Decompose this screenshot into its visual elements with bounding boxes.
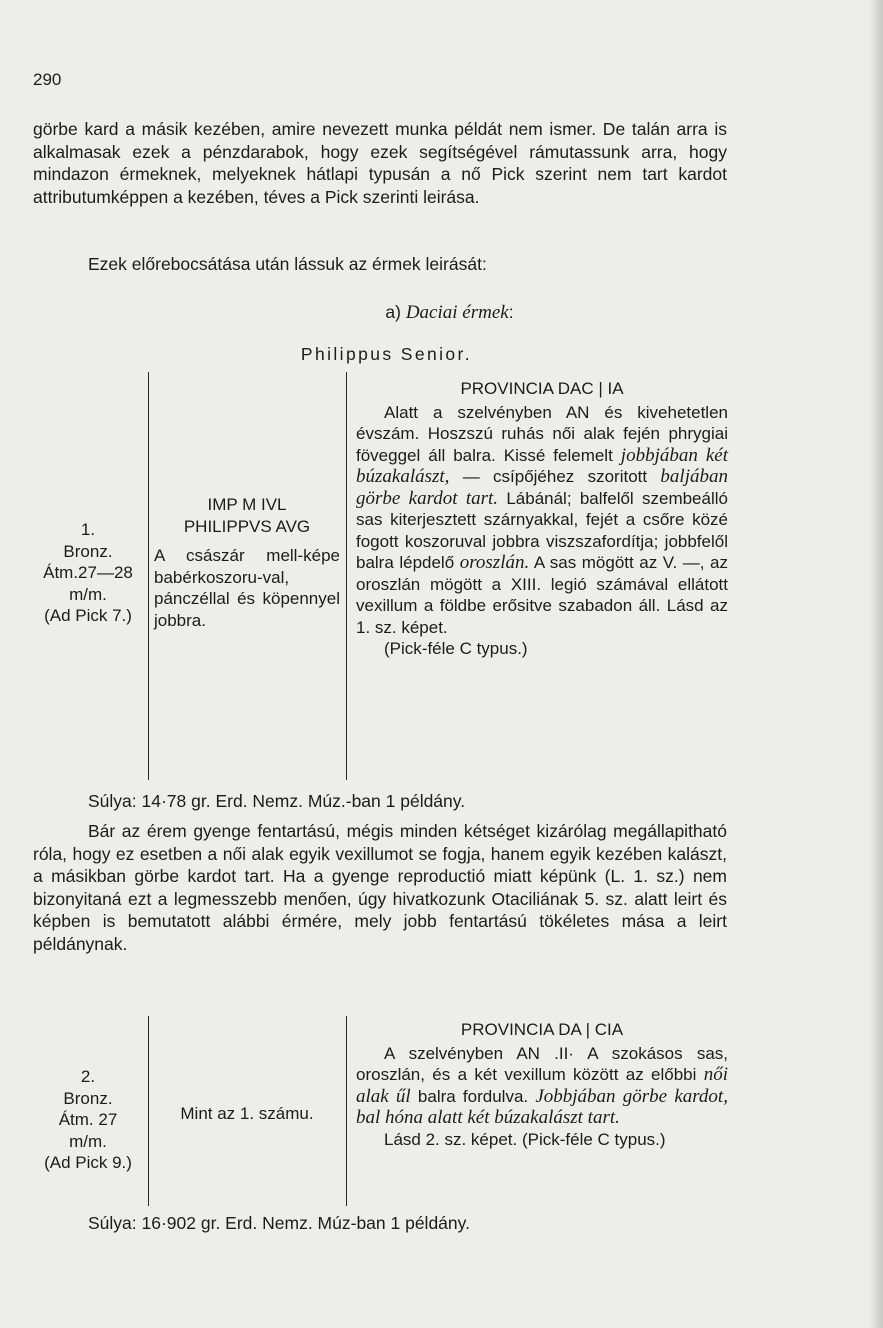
intro-paragraph: görbe kard a másik kezében, amire nevezett munka példát nem ismer. De talán arra is alkalmasak ezek a pénzdarabok, hogy ezek segítségével rámutassunk arra, hogy mindazon érmeknek, melyeknek hátlapi typusán a nő Pick szerint nem tart kardot attributumképpen a kezében, téves a Pick szerinti leirása. [33, 119, 727, 207]
coin-diameter: Átm. 27 [58, 1110, 118, 1129]
reverse-text: — csípőjéhez szoritott [462, 467, 648, 486]
reverse-legend: PROVINCIA DAC | IA [460, 379, 624, 398]
coin-unit: m/m. [69, 584, 107, 604]
coin1-weight: Súlya: 14·78 gr. Erd. Nemz. Múz.-ban 1 példány. [88, 791, 466, 811]
column-divider [148, 372, 149, 780]
reverse-italic: Jobbjában görbe kardot, bal hóna alatt két búzakalászt tart. [356, 1085, 728, 1128]
emperor-heading: Philippus Senior. [300, 344, 473, 364]
coin-metal: Bronz. [63, 1088, 113, 1108]
middle-paragraph: Bár az érem gyenge fentartású, mégis minden kétséget kizárólag megállapitható róla, hogy ez esetben a női alak egyik vexillumot se fogja, hanem egyik kezében kalászt, a másikban görbe kardot tart. Ha a gyenge reproductió miatt képünk (L. 1. sz.) nem bizonyitaná ezt a legmesszebb menően, úgy hivatkozunk Otaciliának 5. sz. alatt leirt és képben is bemutatott alábbi érmére, mely jobb fentartású tökéletes mása a leirt példánynak. [33, 821, 727, 954]
coin2-reverse [356, 1019, 728, 1150]
coin2-weight: Súlya: 16·902 gr. Erd. Nemz. Múz-ban 1 példány. [88, 1213, 470, 1233]
section-heading [8, 302, 883, 324]
coin-number: 1. [80, 520, 96, 539]
obverse-legend: IMP M IVL [207, 495, 287, 514]
reverse-description [356, 402, 728, 639]
reverse-legend: PROVINCIA DA | CIA [460, 1020, 624, 1039]
reverse-text: Lábánál; balfelől szembeálló sas kiterjesztett szárnyakkal, fejét a csőre közé fogott koszoruval jobbra viszszafordítja; jobbfelől balra lépdelő [356, 488, 728, 572]
coin2-obverse: Mint az 1. számu. [180, 1104, 314, 1123]
reverse-italic: női alak űl [356, 1064, 728, 1107]
reverse-text: A szelvényben AN .II· A szokásos sas, oroszlán, és a két vexillum között az előbbi [356, 1043, 728, 1084]
section-prefix: a) [385, 302, 401, 322]
reverse-italic: baljában görbe kardot tart. [356, 466, 728, 509]
coin1-meta [30, 519, 146, 627]
coin-reference: (Ad Pick 7.) [44, 606, 132, 625]
intro-paragraph-2: Ezek előrebocsátása után lássuk az érmek leirását: [88, 254, 487, 274]
coin-reference: (Ad Pick 9.) [44, 1153, 132, 1172]
reverse-italic: oroszlán. [459, 552, 530, 573]
page-number: 290 [33, 70, 62, 89]
column-divider [346, 1016, 347, 1206]
reverse-text: Alatt a szelvényben AN és kivehetetlen évszám. Hoszszú ruhás női alak fején phrygiai föveggel áll balra. Kissé felemelt [356, 402, 728, 465]
section-suffix: : [508, 302, 514, 322]
coin-diameter: Átm.27—28 [43, 563, 133, 582]
reverse-text: A sas mögött az V. —, az oroszlán mögött a XIII. legió számával ellátott vexillum a földbe erősitve szabadon áll. Lásd az 1. sz. képet. [356, 553, 728, 637]
section-title: Daciai érmek [405, 302, 509, 323]
reverse-type: (Pick-féle C typus.) [384, 639, 528, 658]
obverse-description: A császár mell-képe babérkoszoru-val, pánczéllal és köpennyel jobbra. [154, 546, 340, 630]
reverse-italic: jobbjában két búzakalászt, [356, 444, 729, 487]
obverse-legend: PHILIPPVS AVG [183, 516, 311, 536]
coin1-obverse [150, 494, 344, 631]
coin-unit: m/m. [69, 1131, 107, 1151]
coin-number: 2. [80, 1067, 96, 1086]
coin1-reverse [356, 378, 728, 660]
column-divider [346, 372, 347, 780]
reverse-text: balra fordulva. [417, 1086, 529, 1106]
page-edge-shadow [869, 0, 883, 1328]
column-divider [148, 1016, 149, 1206]
coin2-meta [30, 1066, 146, 1174]
reverse-type: Lásd 2. sz. képet. (Pick-féle C typus.) [384, 1129, 666, 1149]
coin-metal: Bronz. [63, 541, 113, 561]
reverse-description [356, 1043, 728, 1129]
